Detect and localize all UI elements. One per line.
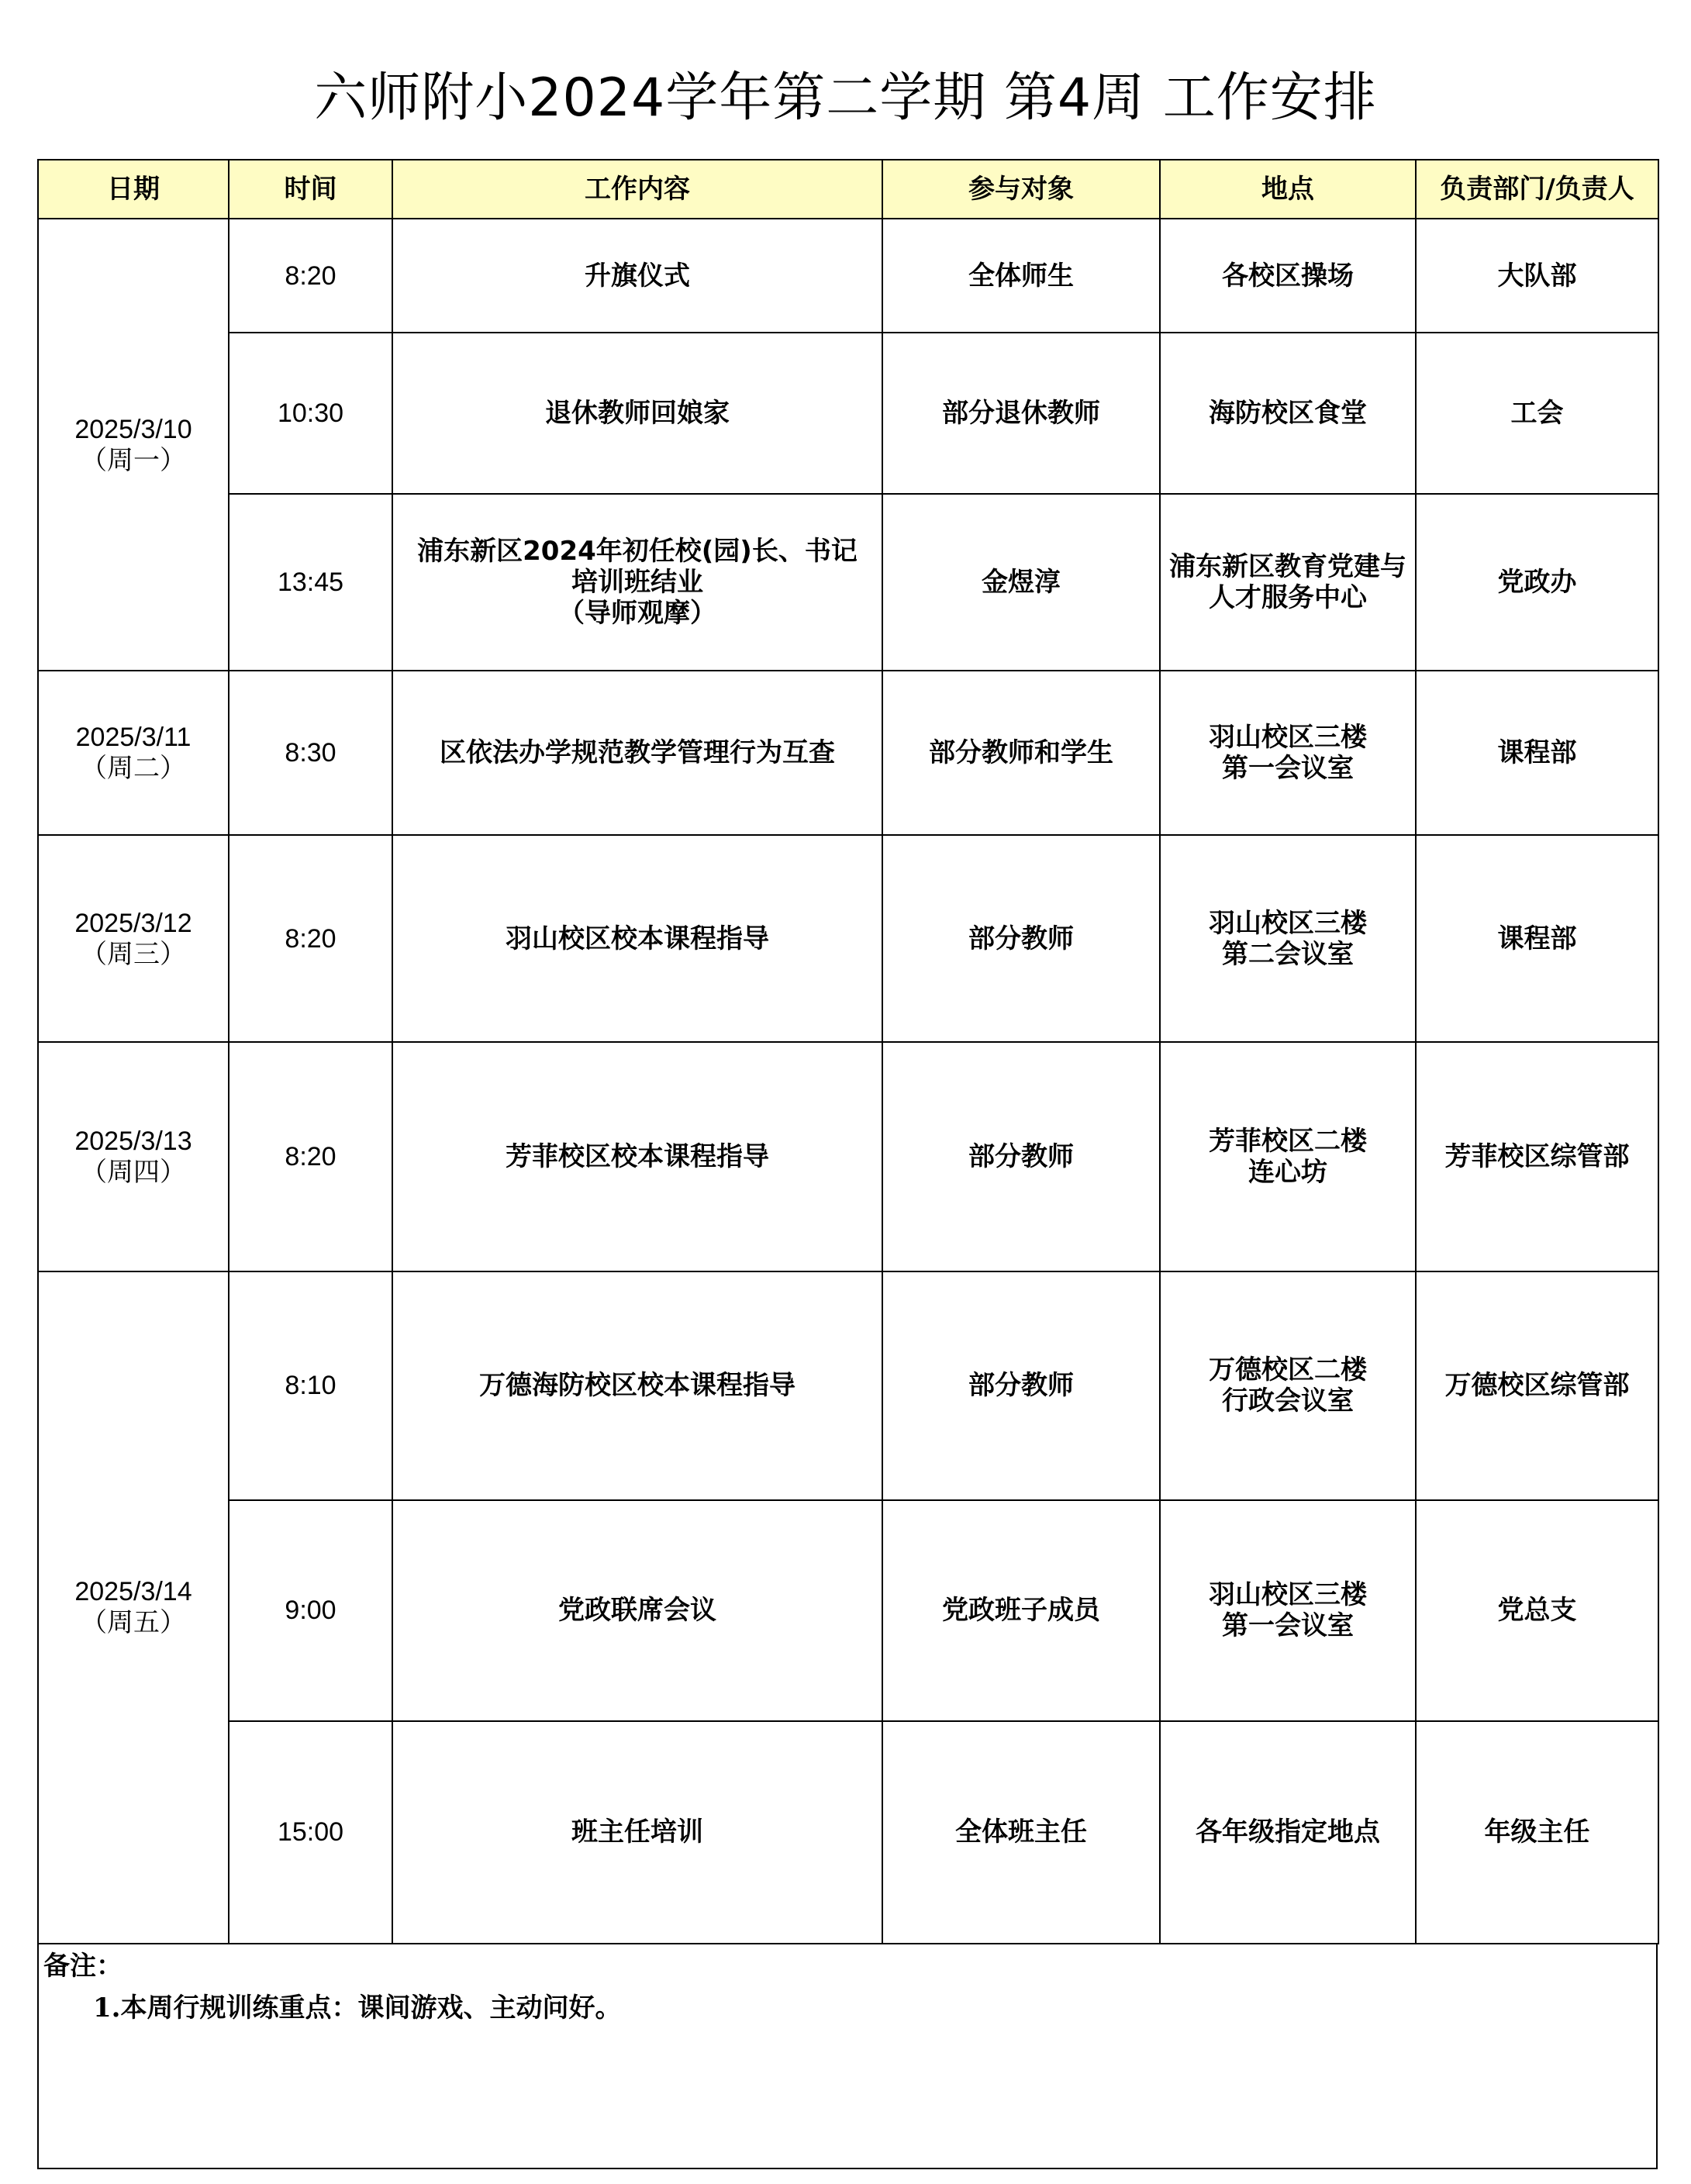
content-cell bbox=[392, 219, 882, 333]
page-title: 六师附小2024学年第二学期 第4周 工作安排 bbox=[314, 67, 1377, 129]
location-line: 连心坊 bbox=[1248, 1157, 1327, 1188]
content-cell bbox=[392, 1500, 882, 1721]
date-text: 2025/3/13 bbox=[74, 1127, 192, 1156]
header-participants: 参与对象 bbox=[882, 160, 1160, 219]
participants-cell: 党政班子成员 bbox=[882, 1500, 1160, 1721]
date-cell bbox=[38, 671, 229, 835]
participants-cell: 金煜淳 bbox=[882, 494, 1160, 671]
content-line: 芳菲校区校本课程指导 bbox=[506, 1141, 769, 1172]
location-cell bbox=[1160, 1271, 1416, 1500]
content-cell bbox=[392, 333, 882, 494]
weekday-text: （周一） bbox=[81, 445, 186, 475]
location-line: 各年级指定地点 bbox=[1196, 1817, 1380, 1848]
content-line: 万德海防校区校本课程指导 bbox=[479, 1370, 795, 1402]
header-content: 工作内容 bbox=[392, 160, 882, 219]
location-line: 浦东新区教育党建与 bbox=[1169, 551, 1406, 583]
location-line: 羽山校区三楼 bbox=[1209, 907, 1367, 939]
content-line: 羽山校区校本课程指导 bbox=[506, 923, 769, 954]
content-line: （导师观摩） bbox=[558, 598, 716, 630]
table-row bbox=[38, 1042, 1658, 1271]
date-text: 2025/3/12 bbox=[74, 908, 192, 938]
participants-cell: 部分教师 bbox=[882, 1271, 1160, 1500]
date-cell bbox=[38, 1042, 229, 1271]
time-cell: 8:20 bbox=[229, 835, 392, 1042]
location-cell bbox=[1160, 1042, 1416, 1271]
table-row bbox=[38, 1271, 1658, 1500]
table-row bbox=[38, 1500, 1658, 1721]
time-cell: 8:30 bbox=[229, 671, 392, 835]
table-row bbox=[38, 671, 1658, 835]
time-cell: 8:20 bbox=[229, 1042, 392, 1271]
weekday-text: （周三） bbox=[81, 939, 186, 969]
participants-cell: 全体班主任 bbox=[882, 1721, 1160, 1944]
content-cell bbox=[392, 671, 882, 835]
location-line: 第一会议室 bbox=[1222, 1610, 1354, 1642]
date-cell bbox=[38, 219, 229, 671]
time-cell: 8:20 bbox=[229, 219, 392, 333]
location-line: 人才服务中心 bbox=[1209, 582, 1367, 614]
location-cell bbox=[1160, 1721, 1416, 1944]
owner-cell: 党总支 bbox=[1416, 1500, 1658, 1721]
date-cell bbox=[38, 835, 229, 1042]
weekday-text: （周五） bbox=[81, 1608, 186, 1638]
date-text: 2025/3/10 bbox=[74, 414, 192, 444]
notes-item: 1.本周行规训练重点：课间游戏、主动问好。 bbox=[93, 1993, 622, 2024]
owner-cell: 芳菲校区综管部 bbox=[1416, 1042, 1658, 1271]
participants-cell: 全体师生 bbox=[882, 219, 1160, 333]
owner-cell: 大队部 bbox=[1416, 219, 1658, 333]
header-date: 日期 bbox=[38, 160, 229, 219]
participants-cell: 部分教师和学生 bbox=[882, 671, 1160, 835]
content-line: 班主任培训 bbox=[571, 1817, 703, 1848]
content-line: 区依法办学规范教学管理行为互查 bbox=[440, 737, 835, 769]
header-location: 地点 bbox=[1160, 160, 1416, 219]
location-line: 万德校区二楼 bbox=[1209, 1354, 1367, 1386]
date-text: 2025/3/14 bbox=[74, 1577, 192, 1607]
owner-cell: 党政办 bbox=[1416, 494, 1658, 671]
time-cell: 10:30 bbox=[229, 333, 392, 494]
content-line: 党政联席会议 bbox=[558, 1595, 716, 1627]
content-line: 浦东新区2024年初任校(园)长、书记 bbox=[417, 536, 858, 568]
owner-cell: 年级主任 bbox=[1416, 1721, 1658, 1944]
weekday-text: （周四） bbox=[81, 1158, 186, 1187]
table-row bbox=[38, 494, 1658, 671]
content-line: 培训班结业 bbox=[571, 567, 703, 599]
time-cell: 13:45 bbox=[229, 494, 392, 671]
location-line: 海防校区食堂 bbox=[1209, 398, 1367, 430]
participants-cell: 部分教师 bbox=[882, 835, 1160, 1042]
content-line: 升旗仪式 bbox=[585, 260, 690, 292]
content-line: 退休教师回娘家 bbox=[545, 398, 730, 430]
header-owner: 负责部门/负责人 bbox=[1416, 160, 1658, 219]
weekday-text: （周二） bbox=[81, 754, 186, 784]
table-row bbox=[38, 219, 1658, 333]
date-text: 2025/3/11 bbox=[75, 723, 192, 753]
location-cell bbox=[1160, 1500, 1416, 1721]
location-line: 第二会议室 bbox=[1222, 938, 1354, 970]
owner-cell: 课程部 bbox=[1416, 671, 1658, 835]
location-line: 羽山校区三楼 bbox=[1209, 1579, 1367, 1611]
location-line: 羽山校区三楼 bbox=[1209, 722, 1367, 754]
content-cell bbox=[392, 1271, 882, 1500]
content-cell bbox=[392, 835, 882, 1042]
content-cell bbox=[392, 1721, 882, 1944]
location-cell bbox=[1160, 333, 1416, 494]
owner-cell: 课程部 bbox=[1416, 835, 1658, 1042]
schedule-table bbox=[37, 159, 1659, 1944]
participants-cell: 部分退休教师 bbox=[882, 333, 1160, 494]
header-row bbox=[38, 160, 1658, 219]
location-line: 芳菲校区二楼 bbox=[1209, 1126, 1367, 1157]
time-cell: 9:00 bbox=[229, 1500, 392, 1721]
location-cell bbox=[1160, 671, 1416, 835]
location-cell bbox=[1160, 219, 1416, 333]
location-line: 第一会议室 bbox=[1222, 753, 1354, 785]
location-line: 各校区操场 bbox=[1222, 260, 1354, 292]
date-cell bbox=[38, 1271, 229, 1944]
owner-cell: 万德校区综管部 bbox=[1416, 1271, 1658, 1500]
table-row bbox=[38, 835, 1658, 1042]
time-cell: 15:00 bbox=[229, 1721, 392, 1944]
time-cell: 8:10 bbox=[229, 1271, 392, 1500]
owner-cell: 工会 bbox=[1416, 333, 1658, 494]
notes-box bbox=[37, 1944, 1658, 2169]
table-row bbox=[38, 333, 1658, 494]
location-line: 行政会议室 bbox=[1222, 1385, 1354, 1417]
notes-label: 备注： bbox=[43, 1951, 123, 1982]
header-time: 时间 bbox=[229, 160, 392, 219]
participants-cell: 部分教师 bbox=[882, 1042, 1160, 1271]
table-row bbox=[38, 1721, 1658, 1944]
content-cell bbox=[392, 494, 882, 671]
content-cell bbox=[392, 1042, 882, 1271]
location-cell bbox=[1160, 494, 1416, 671]
location-cell bbox=[1160, 835, 1416, 1042]
